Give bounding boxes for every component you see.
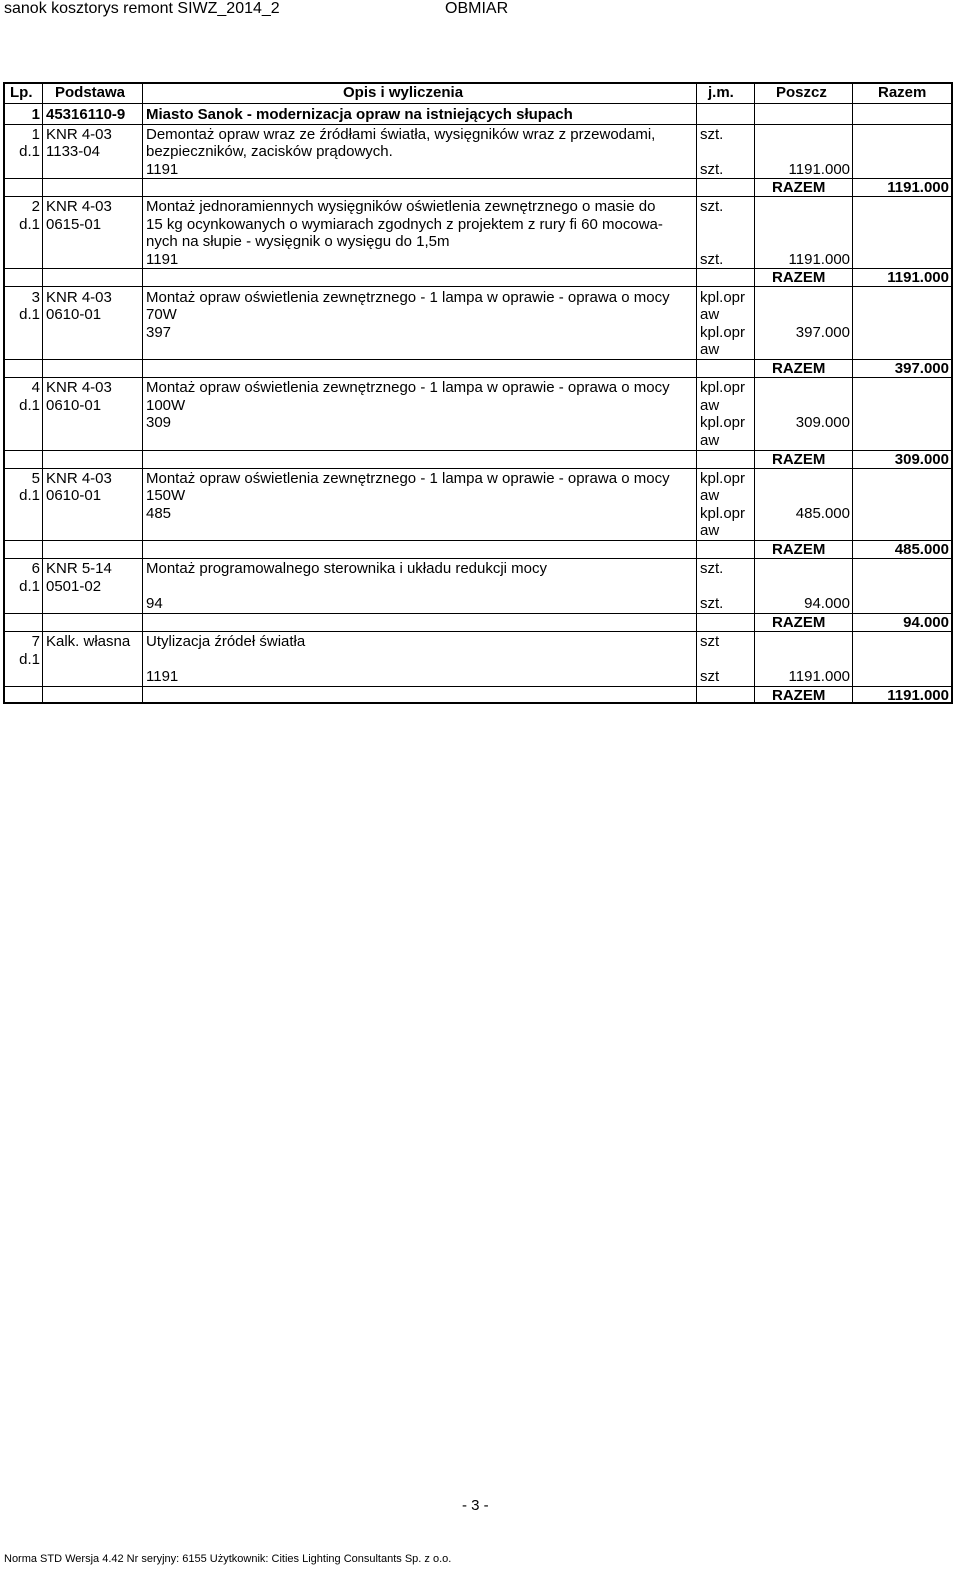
item-base-code: 0610-01 [46,487,102,504]
item-razem-label: RAZEM [772,360,826,377]
item-calc: 397 [146,324,172,341]
item-lp-sub: d.1 [19,397,40,414]
item-razem-value: 1191.000 [887,687,949,704]
item-calc-unit: kpl.opr [700,324,746,341]
item-description: nych na słupie - wysięgnik o wysięgu do 1,5m [146,233,450,250]
item-calc: 1191 [146,668,179,685]
item-description: 100W [146,397,186,414]
item-calc-value: 309.000 [795,414,850,431]
item-unit: szt. [700,198,724,215]
item-description: Montaż programowalnego sterownika i układu redukcji mocy [146,560,548,577]
item-calc-value: 1191.000 [788,668,850,685]
item-razem-value: 1191.000 [887,269,949,286]
item-calc-value: 485.000 [795,505,850,522]
item-razem-value: 397.000 [894,360,949,377]
item-razem-value: 309.000 [894,451,949,468]
item-razem-label: RAZEM [772,179,826,196]
item-base: Kalk. własna [46,633,131,650]
item-calc: 485 [146,505,172,522]
column-header-jm: j.m. [708,84,734,101]
col-divider [42,83,43,704]
document-title: sanok kosztorys remont SIWZ_2014_2 [4,0,280,17]
item-unit: aw [700,487,720,504]
item-calc-unit: szt [700,668,720,685]
item-base: KNR 4-03 [46,126,112,143]
column-header-lp: Lp. [10,84,33,101]
item-description: Montaż opraw oświetlenia zewnętrznego - 1 lampa w oprawie - oprawa o mocy [146,470,670,487]
item-base-code: 0615-01 [46,216,102,233]
item-calc-unit: kpl.opr [700,414,746,431]
item-base-code: 0501-02 [46,578,102,595]
item-calc-unit: szt. [700,251,724,268]
col-divider [754,83,755,704]
item-description: bezpieczników, zacisków prądowych. [146,143,393,160]
item-unit: aw [700,397,720,414]
item-base-code: 0610-01 [46,397,102,414]
item-lp: 6 [31,560,40,577]
item-calc: 309 [146,414,172,431]
item-razem-value: 94.000 [903,614,949,631]
item-lp-sub: d.1 [19,487,40,504]
col-divider [696,83,697,704]
item-unit: kpl.opr [700,379,746,396]
item-base: KNR 4-03 [46,289,112,306]
item-lp: 3 [31,289,40,306]
item-base-code: 1133-04 [46,143,100,160]
item-calc: 94 [146,595,163,612]
item-calc: 1191 [146,251,179,268]
item-calc-unit: aw [700,522,720,539]
item-description: 70W [146,306,177,323]
item-razem-label: RAZEM [772,451,826,468]
item-description: Montaż opraw oświetlenia zewnętrznego - 1 lampa w oprawie - oprawa o mocy [146,379,670,396]
footer-text: Norma STD Wersja 4.42 Nr seryjny: 6155 Użytkownik: Cities Lighting Consultants Sp. z o.o. [4,1553,452,1565]
item-calc-unit: kpl.opr [700,505,746,522]
item-lp: 1 [31,126,40,143]
item-unit: szt. [700,126,724,143]
item-unit: szt. [700,560,724,577]
item-calc-unit: szt. [700,595,724,612]
item-base: KNR 5-14 [46,560,112,577]
item-lp-sub: d.1 [19,578,40,595]
item-description: Montaż jednoramiennych wysięgników oświetlenia zewnętrznego o masie do [146,198,656,215]
section-code: 45316110-9 [46,106,126,123]
item-lp: 7 [31,633,40,650]
item-calc-value: 397.000 [795,324,850,341]
item-razem-value: 1191.000 [887,179,949,196]
item-calc: 1191 [146,161,179,178]
item-calc-value: 1191.000 [788,161,850,178]
item-lp-sub: d.1 [19,306,40,323]
item-base: KNR 4-03 [46,198,112,215]
item-unit: kpl.opr [700,470,746,487]
app-name: OBMIAR [445,0,509,17]
section-title: Miasto Sanok - modernizacja opraw na istniejących słupach [146,106,573,123]
row-divider [4,103,952,104]
item-description: 15 kg ocynkowanych o wymiarach zgodnych z projektem z rury fi 60 mocowa- [146,216,663,233]
page-number: - 3 - [462,1497,489,1514]
section-number: 1 [31,106,40,123]
item-unit: aw [700,306,720,323]
column-header-podstawa: Podstawa [55,84,126,101]
item-description: Utylizacja źródeł światła [146,633,306,650]
item-lp: 4 [31,379,40,396]
col-divider [142,83,143,704]
item-base: KNR 4-03 [46,379,112,396]
column-header-opis: Opis i wyliczenia [343,84,464,101]
item-base-code: 0610-01 [46,306,102,323]
item-calc-unit: szt. [700,161,724,178]
item-razem-value: 485.000 [894,541,949,558]
item-razem-label: RAZEM [772,687,826,704]
col-divider [852,83,853,704]
row-divider [4,124,952,125]
item-lp-sub: d.1 [19,216,40,233]
item-razem-label: RAZEM [772,269,826,286]
column-header-poszcz: Poszcz [776,84,827,101]
item-razem-label: RAZEM [772,541,826,558]
item-lp: 2 [31,198,40,215]
item-razem-label: RAZEM [772,614,826,631]
item-description: Demontaż opraw wraz ze źródłami światła, wysięgników wraz z przewodami, [146,126,656,143]
item-base: KNR 4-03 [46,470,112,487]
item-unit: szt [700,633,720,650]
item-calc-value: 94.000 [804,595,850,612]
item-lp: 5 [31,470,40,487]
item-description: Montaż opraw oświetlenia zewnętrznego - 1 lampa w oprawie - oprawa o mocy [146,289,670,306]
item-description: 150W [146,487,186,504]
item-lp-sub: d.1 [19,651,40,668]
item-calc-unit: aw [700,341,720,358]
item-unit: kpl.opr [700,289,746,306]
column-header-razem: Razem [878,84,927,101]
item-calc-value: 1191.000 [788,251,850,268]
item-lp-sub: d.1 [19,143,40,160]
item-calc-unit: aw [700,432,720,449]
